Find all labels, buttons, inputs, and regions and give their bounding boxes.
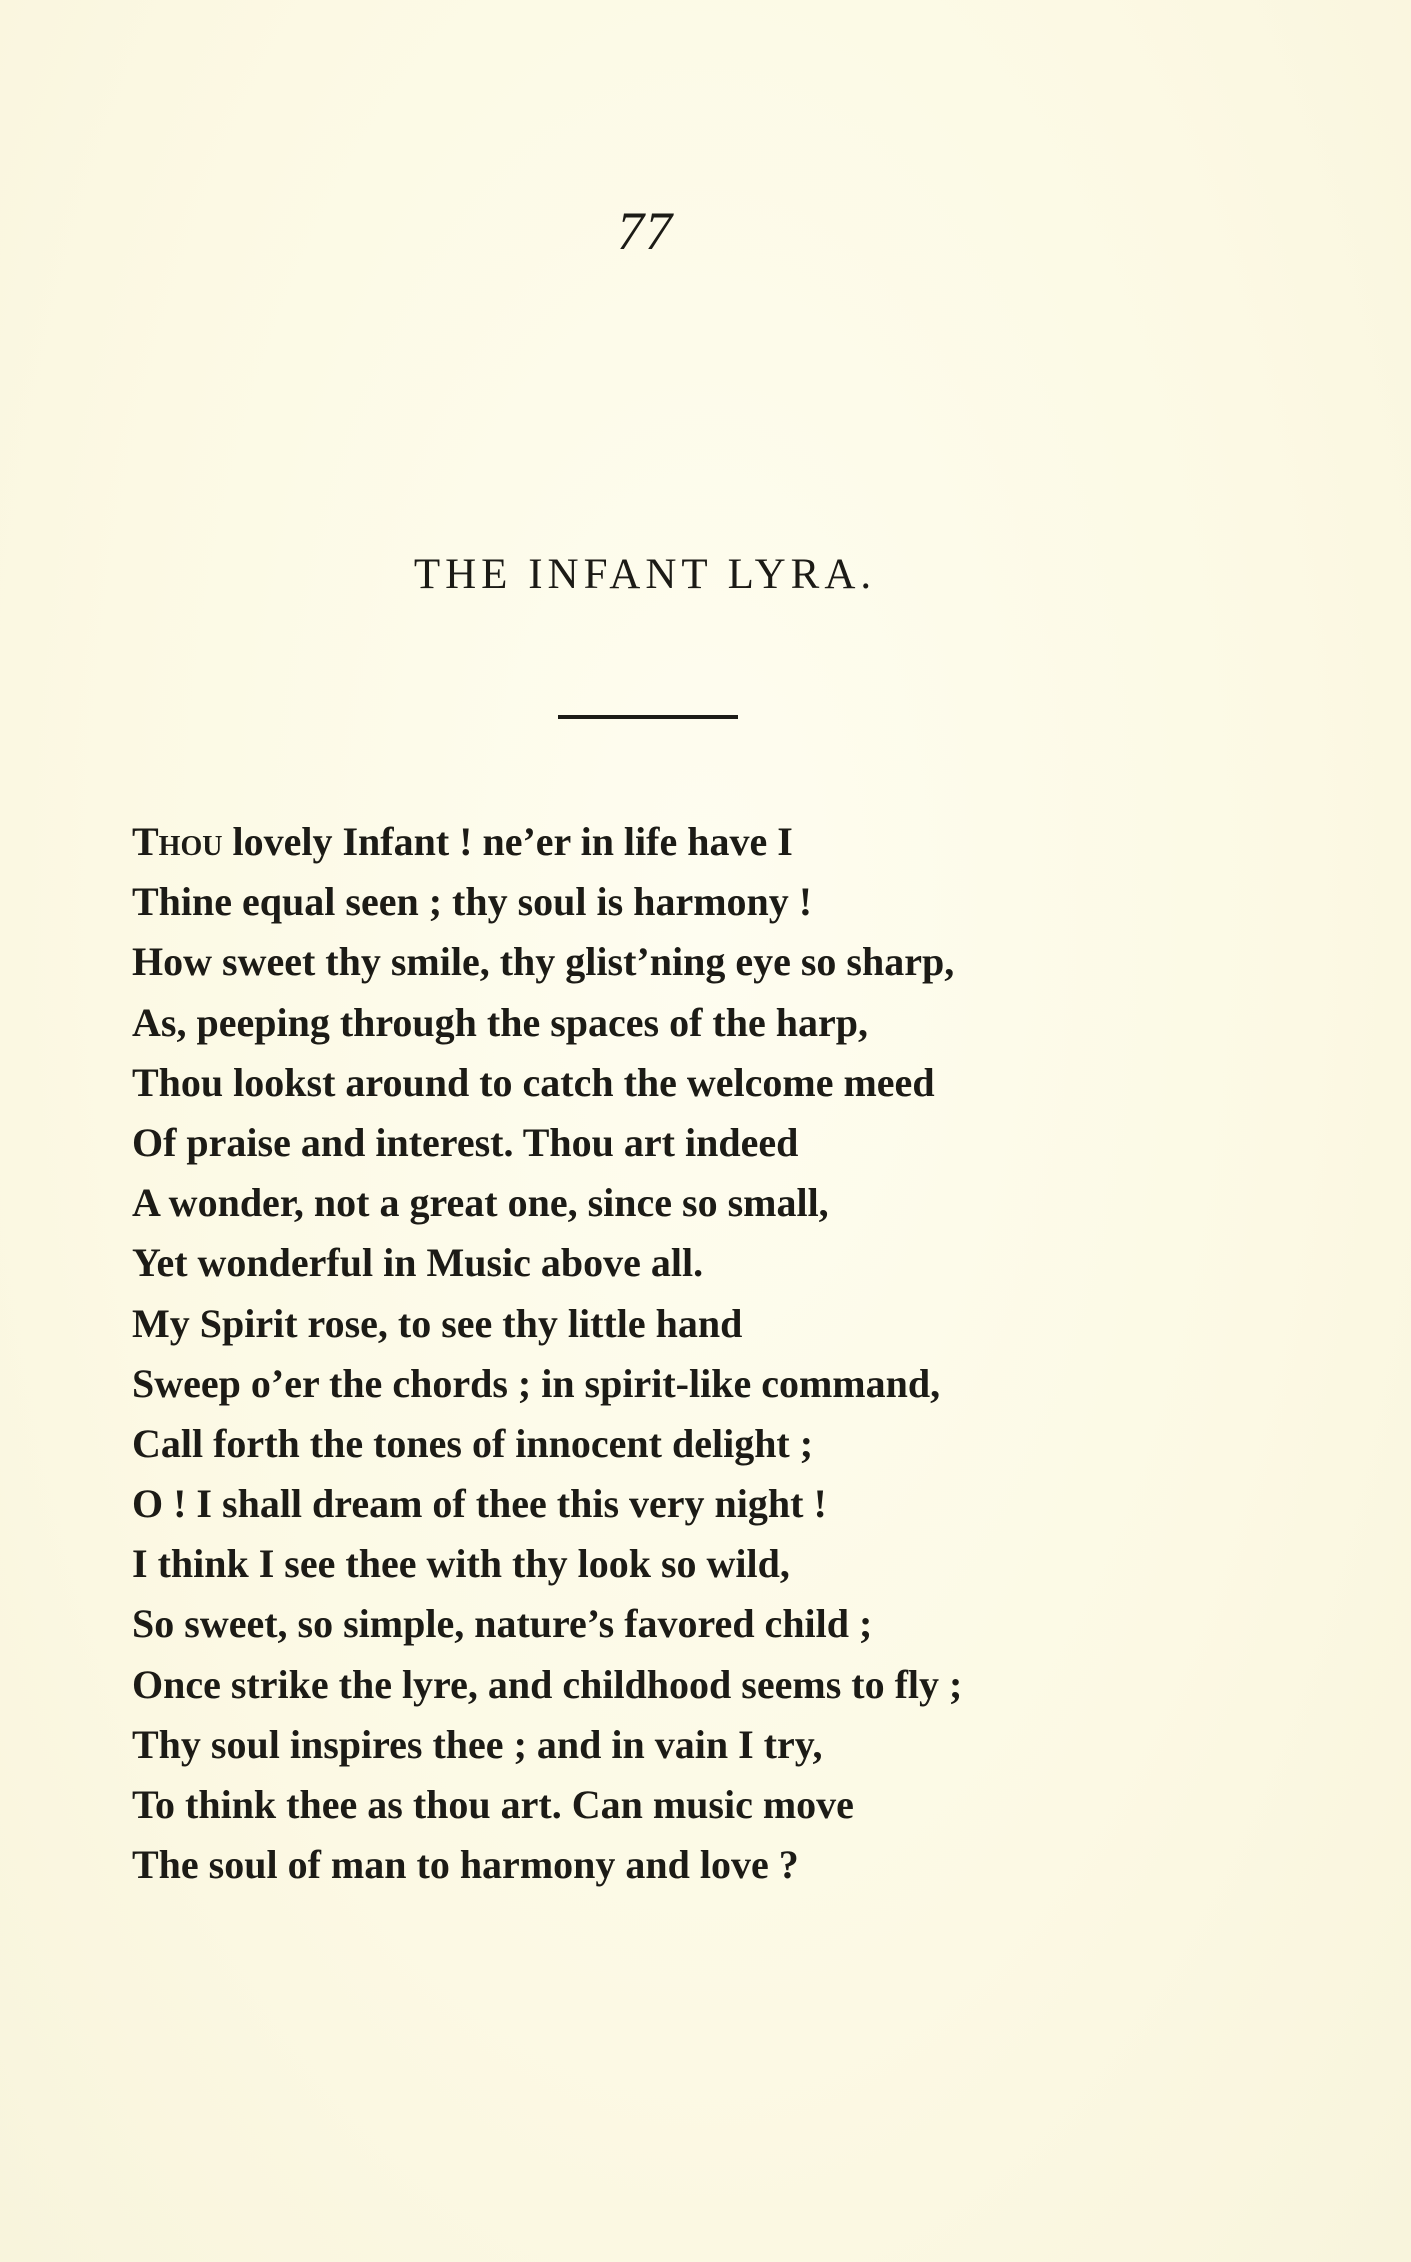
poem-body [132,812,1132,1895]
poem-line: Call forth the tones of innocent delight ; [132,1420,814,1466]
poem-line: Thou lookst around to catch the welcome meed [132,1059,935,1105]
poem-line: Yet wonderful in Music above all. [132,1240,704,1286]
page-number: 77 [617,201,673,261]
poem-title: THE INFANT LYRA. [413,551,877,598]
poem-line: Sweep o’er the chords ; in spirit-like command, [132,1360,941,1406]
poem-line: I think I see thee with thy look so wild, [132,1541,790,1587]
poem-line: Thy soul inspires thee ; and in vain I try, [132,1721,823,1767]
poem-first-word: Thou [132,819,223,864]
poem-line [132,812,1132,872]
poem-line: Thine equal seen ; thy soul is harmony ! [132,879,813,925]
poem-line: How sweet thy smile, thy glist’ning eye so sharp, [132,939,955,985]
poem-line: O ! I shall dream of thee this very night ! [132,1481,827,1527]
poem-line: So sweet, so simple, nature’s favored child ; [132,1601,873,1647]
poem-line: A wonder, not a great one, since so small, [132,1180,829,1226]
title-rule [558,715,738,719]
poem-line: The soul of man to harmony and love ? [132,1842,799,1888]
poem-line: Once strike the lyre, and childhood seems to fly ; [132,1661,963,1707]
poem-line: As, peeping through the spaces of the harp, [132,999,868,1045]
poem-line: To think thee as thou art. Can music move [132,1782,854,1827]
poem-first-line-rest: lovely Infant ! ne’er in life have I [222,819,793,864]
poem-line: My Spirit rose, to see thy little hand [132,1300,743,1346]
poem-line: Of praise and interest. Thou art indeed [132,1119,799,1165]
